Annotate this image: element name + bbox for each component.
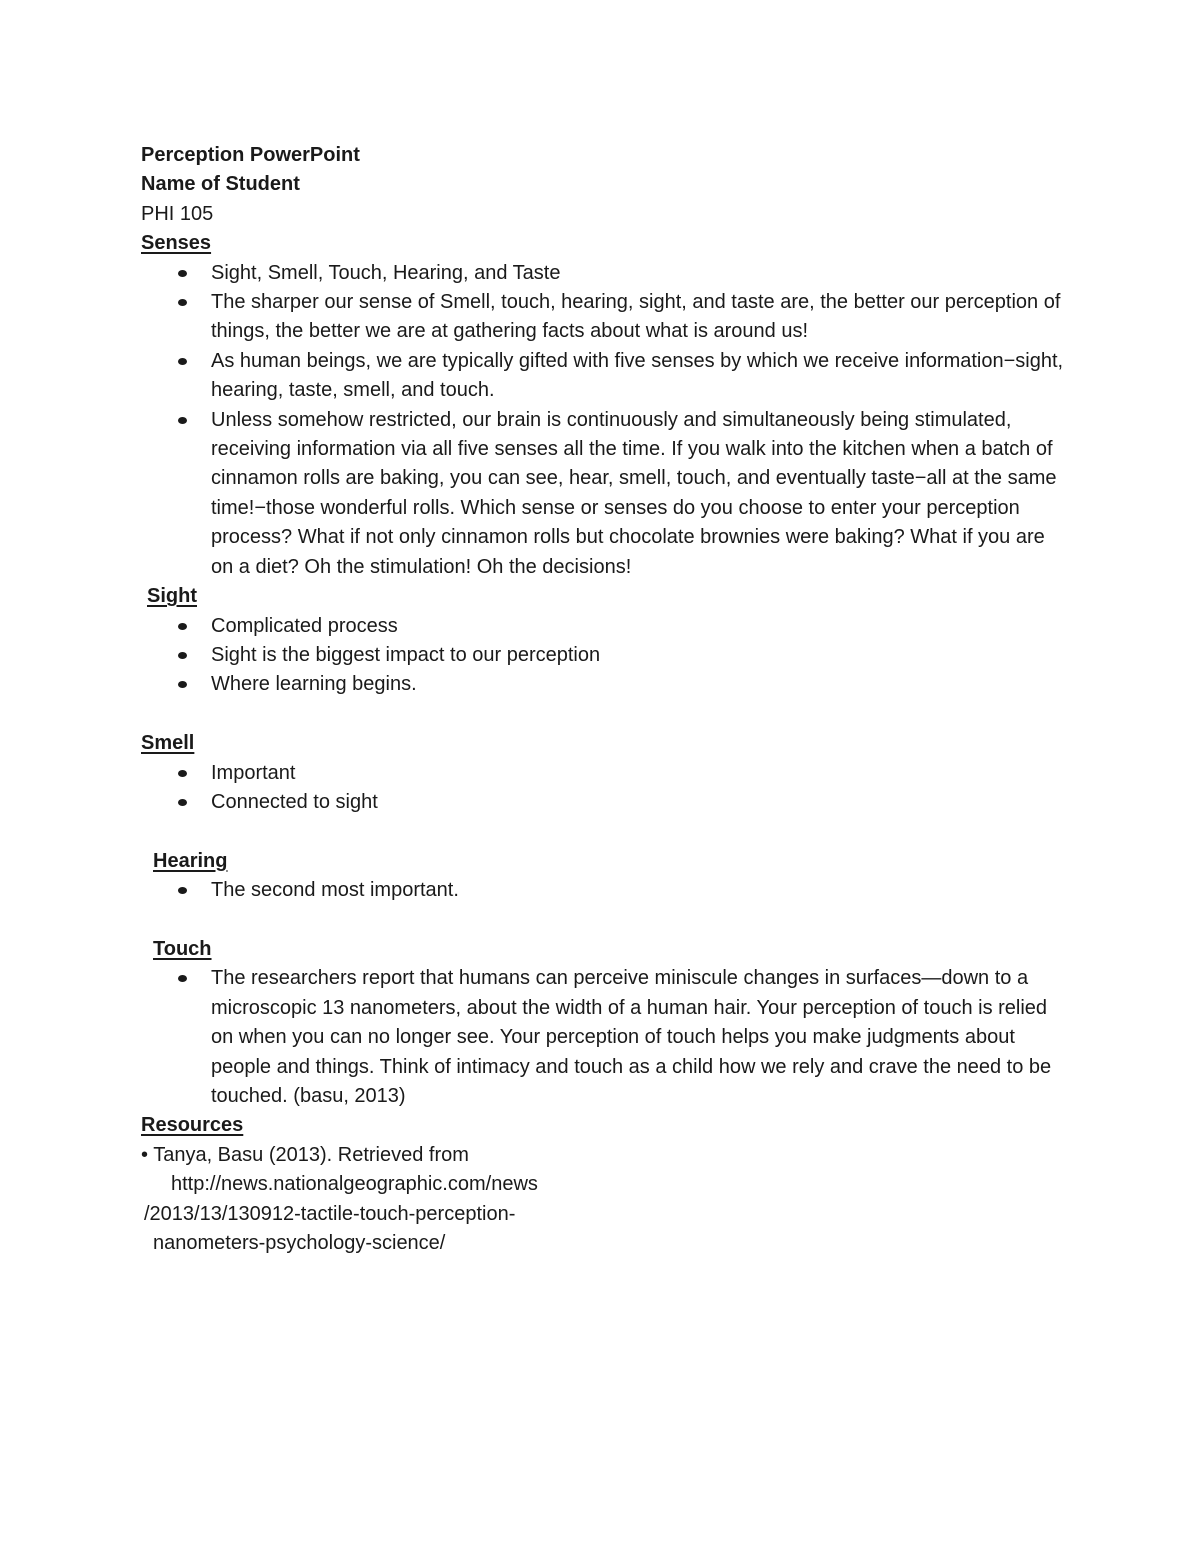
- spacer: [141, 817, 1071, 846]
- smell-list: [141, 759, 1071, 818]
- list-item: Unless somehow restricted, our brain is continuously and simultaneously being stimulated, receiving information via all five senses all the time. If you walk into the kitchen when a batch of cinnamon rolls are baking, you can see, hear, smell, touch, and eventually taste−all at the same time!−those wonderful rolls. Which sense or senses do you choose to enter your perception process? What if not only cinnamon rolls but chocolate brownies were baking? What if you are on a diet? Oh the stimulation! Oh the decisions!: [141, 406, 1071, 582]
- list-item: The second most important.: [141, 876, 1071, 905]
- list-item: Sight is the biggest impact to our perception: [141, 641, 1071, 670]
- senses-list: [141, 259, 1071, 582]
- touch-list: [141, 964, 1071, 1111]
- bullet-icon: [178, 652, 187, 659]
- smell-heading: Smell: [141, 732, 195, 755]
- list-item: The sharper our sense of Smell, touch, hearing, sight, and taste are, the better our perception of things, the better we are at gathering facts about what is around us!: [141, 288, 1071, 347]
- list-item: Connected to sight: [141, 788, 1071, 817]
- list-item: Complicated process: [141, 612, 1071, 641]
- reference-url-part: nanometers-psychology-science/: [153, 1231, 446, 1254]
- bullet-icon: [178, 975, 187, 982]
- spacer: [141, 700, 1071, 729]
- bullet-icon: [178, 799, 187, 806]
- bullet-icon: [178, 623, 187, 630]
- list-item: The researchers report that humans can perceive miniscule changes in surfaces—down to a microscopic 13 nanometers, about the width of a human hair. Your perception of touch is relied on when you can no longer see. Your perception of touch helps you make judgments about people and things. Think of intimacy and touch as a child how we rely and crave the need to be touched. (basu, 2013): [141, 964, 1071, 1111]
- student-name: Name of Student: [141, 173, 300, 196]
- bullet-icon: [178, 270, 187, 277]
- document-title: Perception PowerPoint: [141, 144, 360, 166]
- reference-url-part: /2013/13/130912-tactile-touch-perception-: [144, 1202, 516, 1225]
- sight-list: [141, 612, 1071, 700]
- bullet-icon: [178, 417, 187, 424]
- bullet-icon: [178, 887, 187, 894]
- list-item: Important: [141, 759, 1071, 788]
- sight-heading: Sight: [147, 585, 197, 608]
- course-code: PHI 105: [141, 202, 214, 225]
- spacer: [141, 906, 1071, 935]
- document-page: [141, 141, 1071, 1258]
- reference-citation: • Tanya, Basu (2013). Retrieved from: [141, 1143, 469, 1166]
- senses-heading: Senses: [141, 232, 212, 255]
- bullet-icon: [178, 358, 187, 365]
- reference-url-part: http://news.nationalgeographic.com/news: [171, 1173, 538, 1196]
- list-item: As human beings, we are typically gifted with five senses by which we receive information−sight, hearing, taste, smell, and touch.: [141, 347, 1071, 406]
- hearing-list: [141, 876, 1071, 905]
- hearing-heading: Hearing: [153, 849, 228, 872]
- list-item: Where learning begins.: [141, 670, 1071, 699]
- bullet-icon: [178, 770, 187, 777]
- bullet-icon: [178, 299, 187, 306]
- resources-heading: Resources: [141, 1114, 244, 1137]
- bullet-icon: [178, 681, 187, 688]
- list-item: Sight, Smell, Touch, Hearing, and Taste: [141, 259, 1071, 288]
- touch-heading: Touch: [153, 937, 212, 960]
